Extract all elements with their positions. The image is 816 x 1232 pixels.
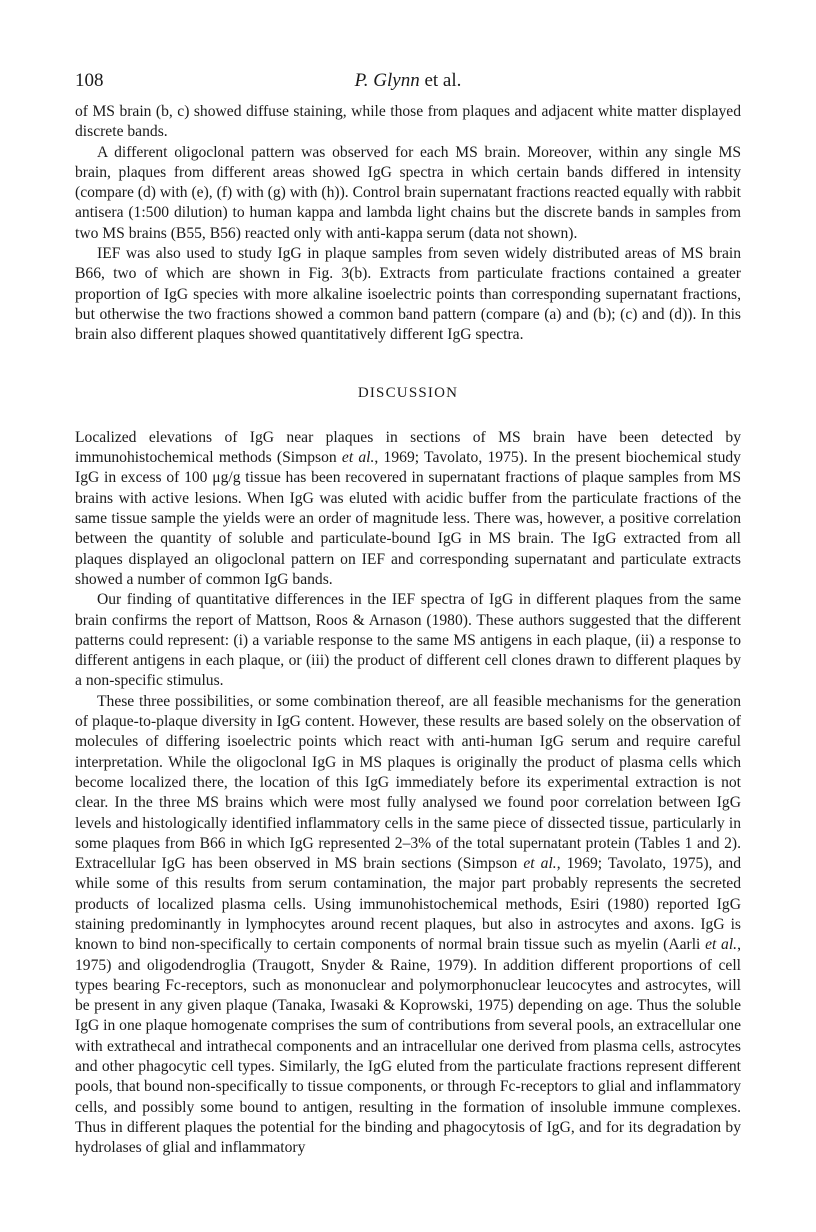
italic-citation: et al. xyxy=(523,855,557,873)
discussion-paragraph xyxy=(75,428,741,590)
text-run: , 1969; Tavolato, 1975). In the present biochemical study IgG in excess of 100 μg/g tissue has been recovered in supernatant fractions of plaque samples from MS brains with active lesions. When IgG was eluted with acidic buffer from the particulate fractions of the same tissue sample the yields were an order of magnitude less. There was, however, a positive correlation between the quantity of soluble and particulate-bound IgG in MS brain. The IgG extracted from all plaques displayed an oligoclonal pattern on IEF and corresponding supernatant and particulate extracts showed a number of common IgG bands. xyxy=(75,449,741,588)
page-number: 108 xyxy=(75,70,104,91)
discussion-paragraph: Our finding of quantitative differences in the IEF spectra of IgG in different plaques from the same brain confirms the report of Mattson, Roos & Arnason (1980). These authors suggested that the different patterns could represent: (i) a variable response to the same MS antigens in each plaque, (ii) a response to different antigens in each plaque, or (iii) the product of different cell clones drawn to different plaques by a non-specific stimulus. xyxy=(75,591,741,690)
italic-citation: et al. xyxy=(341,449,375,467)
running-head-authors xyxy=(75,70,741,92)
italic-citation: et al. xyxy=(705,936,738,954)
section-heading: DISCUSSION xyxy=(357,384,459,401)
paragraph: IEF was also used to study IgG in plaque samples from seven widely distributed areas of MS brain B66, two of which are shown in Fig. 3(b). Extracts from particulate fractions contained a greater proportion of IgG species with more alkaline isoelectric points than corresponding supernatant fractions, but otherwise the two fractions showed a common band pattern (compare (a) and (b); (c) and (d)). In this brain also different plaques showed quantitatively different IgG spectra. xyxy=(75,245,741,344)
text-run: , 1969; Tavolato, 1975), and while some of this results from serum contamination, the major part probably represents the secreted products of localized plasma cells. Using immunohistochemical methods, Esiri (1980) reported IgG staining predominantly in lymphocytes around recent plaques, but also in astrocytes and axons. IgG is known to bind non-specifically to certain components of normal brain tissue such as myelin (Aarli xyxy=(75,855,741,954)
text-run: , 1975) and oligodendroglia (Traugott, Snyder & Raine, 1979). In addition different proportions of cell types bearing Fc-receptors, such as mononuclear and polymorphonuclear leucocytes and astrocytes, will be present in any given plaque (Tanaka, Iwasaki & Koprowski, 1975) depending on age. Thus the soluble IgG in one plaque homogenate comprises the sum of contributions from several pools, an extracellular one with extrathecal and intrathecal components and an intracellular one derived from plasma cells, astrocytes and other phagocytic cell types. Similarly, the IgG eluted from the particulate fractions represent different pools, that bound non-specifically to tissue components, or through Fc-receptors to glial and inflammatory cells, and possibly some bound to antigen, resulting in the formation of insoluble immune complexes. Thus in different plaques the potential for the binding and phagocytosis of IgG, and for its degradation by hydrolases of glial and inflammatory xyxy=(75,936,742,1157)
running-header xyxy=(75,70,741,96)
text-run: Localized elevations of IgG near plaques in sections of MS brain have been detected by immunohistochemical methods (Simpson xyxy=(75,428,741,467)
author-etal: et al. xyxy=(419,70,462,91)
discussion-paragraph xyxy=(75,692,741,1159)
paragraph: of MS brain (b, c) showed diffuse staining, while those from plaques and adjacent white matter displayed discrete bands. xyxy=(75,103,741,141)
body-text xyxy=(75,102,741,1159)
author-name: P. Glynn xyxy=(354,70,420,91)
paragraph: A different oligoclonal pattern was observed for each MS brain. Moreover, within any single MS brain, plaques from different areas showed IgG spectra in which certain bands differed in intensity (compare (d) with (e), (f) with (g) with (h)). Control brain supernatant fractions reacted equally with rabbit antisera (1:500 dilution) to human kappa and lambda light chains but the discrete bands in samples from two MS brains (B55, B56) reacted only with anti-kappa serum (data not shown). xyxy=(75,143,741,242)
text-run: These three possibilities, or some combination thereof, are all feasible mechanisms for the generation of plaque-to-plaque diversity in IgG content. However, these results are based solely on the observation of molecules of differing isoelectric points which react with anti-human IgG serum and require careful interpretation. While the oligoclonal IgG in MS plaques is originally the product of plasma cells which become localized there, the location of this IgG immediately before its experimental extraction is not clear. In the three MS brains which were most fully analysed we found poor correlation between IgG levels and histologically identified inflammatory cells in the same piece of dissected tissue, particularly in some plaques from B66 in which IgG represented 2–3% of the total supernatant protein (Tables 1 and 2). Extracellular IgG has been observed in MS brain sections (Simpson xyxy=(75,692,741,873)
